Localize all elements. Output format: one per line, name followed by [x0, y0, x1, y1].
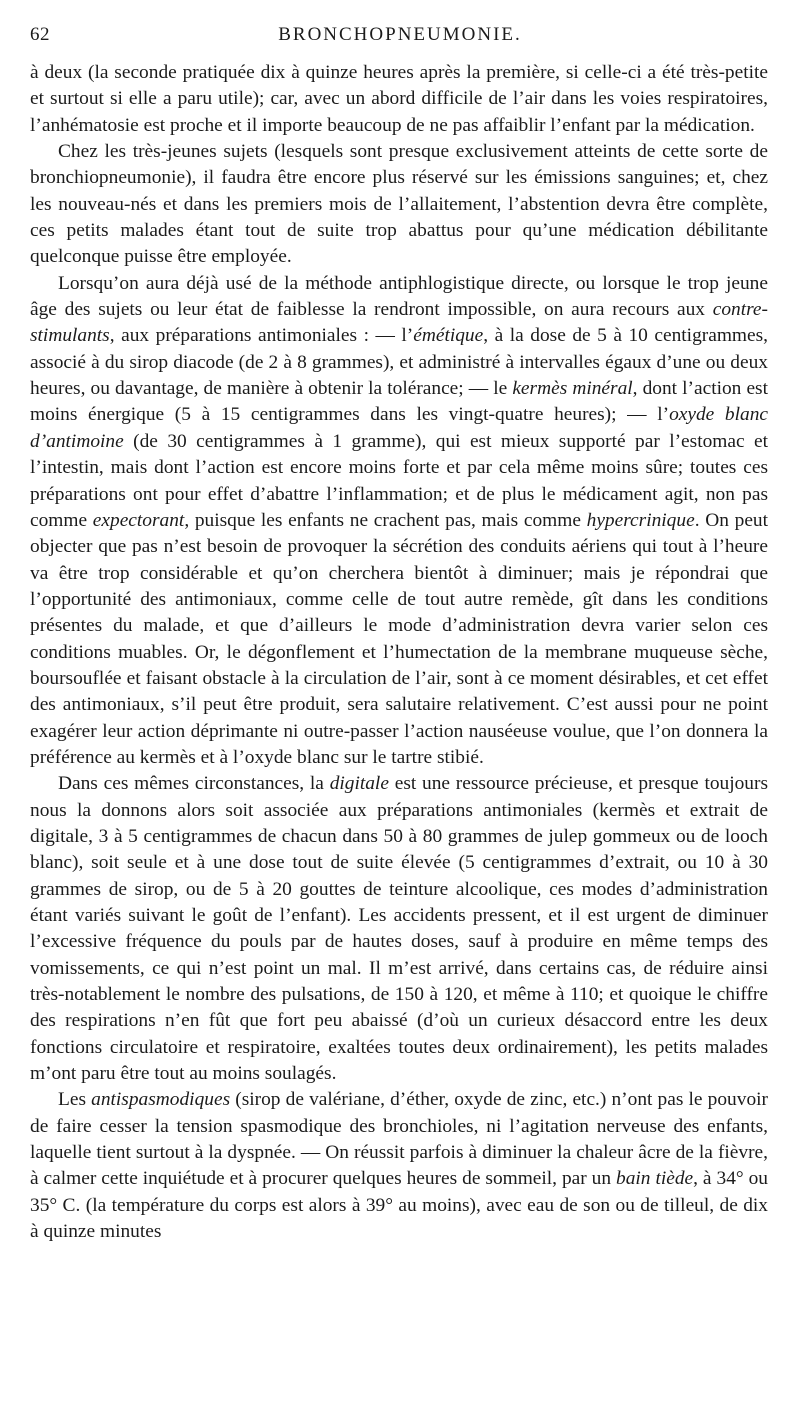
- text-run: (de 30 centigrammes à 1 gramme), qui est mieux supporté par l’estomac et l’intestin, mais dont l’action est encore moins forte et par cela même moins sûre; toutes ces préparations ont pour effet d’abattre l’inflammation; et de plus le médicament agit, non pas comme: [30, 430, 768, 531]
- text-run: est une ressource précieuse, et presque toujours nous la donnons alors soit associée aux préparations antimoniales (kermès et extrait de digitale, 3 à 5 centigrammes de chacun dans 50 à 80 grammes de julep gommeux ou de looch blanc), soit seule et à une dose tout de suite élevée (5 centigrammes d’extrait, ou 10 à 30 grammes de sirop, ou de 5 à 20 gouttes de teinture alcoolique, ces modes d’administration étant variés suivant le goût de l’enfant). Les accidents pressent, et il est urgent de diminuer l’excessive fréquence du pouls par de hautes doses, sauf à produire en même temps des vomissements, ce qui n’est point un mal. Il m’est arrivé, dans certains cas, de réduire ainsi très-notablement le nombre des pulsations, de 150 à 120, et même à 110; et quoique le chiffre des respirations n’en fût que fort peu abaissé (d’où un curieux désaccord entre les deux fonctions circulatoire et respiratoire, exaltées toutes deux ordinairement), les petits malades m’ont paru être tout au moins soulagés.: [30, 773, 768, 1085]
- page-body: [30, 60, 768, 1245]
- paragraph: [30, 60, 768, 139]
- text-run: , à la dose de 5 à 10 centigrammes, associé à du sirop diacode (de 2 à 8 grammes), et administré à intervalles égaux d’une ou deux heures, ou davantage, de manière à obtenir la tolérance; — le: [30, 325, 768, 400]
- italic-term: hypercrinique: [586, 509, 695, 531]
- text-run: , puisque les enfants ne crachent pas, mais comme: [184, 509, 587, 531]
- italic-term: émétique: [413, 325, 484, 347]
- text-run: à deux (la seconde pratiquée dix à quinze heures après la première, si celle-ci a été très-petite et surtout si elle a paru utile); car, avec un abord difficile de l’air dans les voies respiratoires, l’anhématosie est proche et il importe beaucoup de ne pas affaiblir l’enfant par la médication.: [30, 62, 768, 136]
- italic-term: oxyde blanc d’antimoine: [30, 404, 768, 452]
- text-run: Chez les très-jeunes sujets (lesquels sont presque exclusivement atteints de cette sorte de bronchiopneumonie), il faudra être encore plus réservé sur les émissions sanguines; et, chez les nouveau-nés et dans les premiers mois de l’allaitement, l’abstention devra être complète, ces petits malades étant tout de suite trop abattus pour qu’une médication débilitante quelconque puisse être employée.: [30, 141, 768, 268]
- italic-term: digitale: [329, 773, 389, 795]
- text-run: Les: [58, 1089, 92, 1111]
- italic-term: antispasmodiques: [91, 1089, 231, 1111]
- italic-term: expectorant: [92, 509, 185, 531]
- paragraph: [30, 771, 768, 1087]
- paragraph: [30, 271, 768, 772]
- italic-term: bain tiède: [616, 1168, 694, 1190]
- italic-term: contre-stimulants: [30, 299, 768, 347]
- text-run: Dans ces mêmes circonstances, la: [58, 773, 330, 795]
- paragraph: [30, 1087, 768, 1245]
- paragraph: [30, 139, 768, 271]
- text-run: Lorsqu’on aura déjà usé de la méthode antiphlogistique directe, ou lorsque le trop jeune âge des sujets ou leur état de faiblesse la rendront impossible, on aura recours aux: [30, 272, 768, 321]
- text-run: , aux préparations antimoniales : — l’: [109, 325, 414, 347]
- text-run: (sirop de valériane, d’éther, oxyde de zinc, etc.) n’ont pas le pouvoir de faire cesser la tension spasmodique des bronchioles, ni l’agitation nerveuse des enfants, laquelle tient surtout à la dyspnée. — On réussit parfois à diminuer la chaleur âcre de la fièvre, à calmer cette inquiétude et à procurer quelques heures de sommeil, par un: [30, 1089, 768, 1190]
- page-header: [30, 24, 770, 54]
- italic-term: kermès minéral: [512, 378, 633, 400]
- page-number: 62: [30, 24, 50, 45]
- text-run: . On peut objecter que pas n’est besoin de provoquer la sécrétion des conduits aériens qui tout à l’heure va être trop considérable et qu’on cherchera bientôt à diminuer; mais je répondrai que l’opportunité des antimoniaux, comme celle de tout autre remède, gît dans les conditions présentes du malade, et que d’ailleurs le mode d’administration devra varier selon ces conditions muables. Or, le dégonflement et l’humectation de la membrane muqueuse sèche, boursouflée et faisant obstacle à la circulation de l’air, sont à ce moment désirables, et cet effet des antimoniaux, s’il peut être produit, sera salutaire relativement. C’est aussi pour ne point exagérer leur action déprimante ni outre-passer l’action nauséeuse voulue, que l’on donnera la préférence au kermès et à l’oxyde blanc sur le tartre stibié.: [30, 509, 769, 768]
- running-title: BRONCHOPNEUMONIE.: [278, 24, 522, 45]
- text-run: , dont l’action est moins énergique (5 à 15 centigrammes dans les vingt-quatre heures); — l’: [30, 378, 768, 426]
- text-run: , à 34° ou 35° C. (la température du corps est alors à 39° au moins), avec eau de son ou de tilleul, de dix à quinze minutes: [30, 1168, 768, 1243]
